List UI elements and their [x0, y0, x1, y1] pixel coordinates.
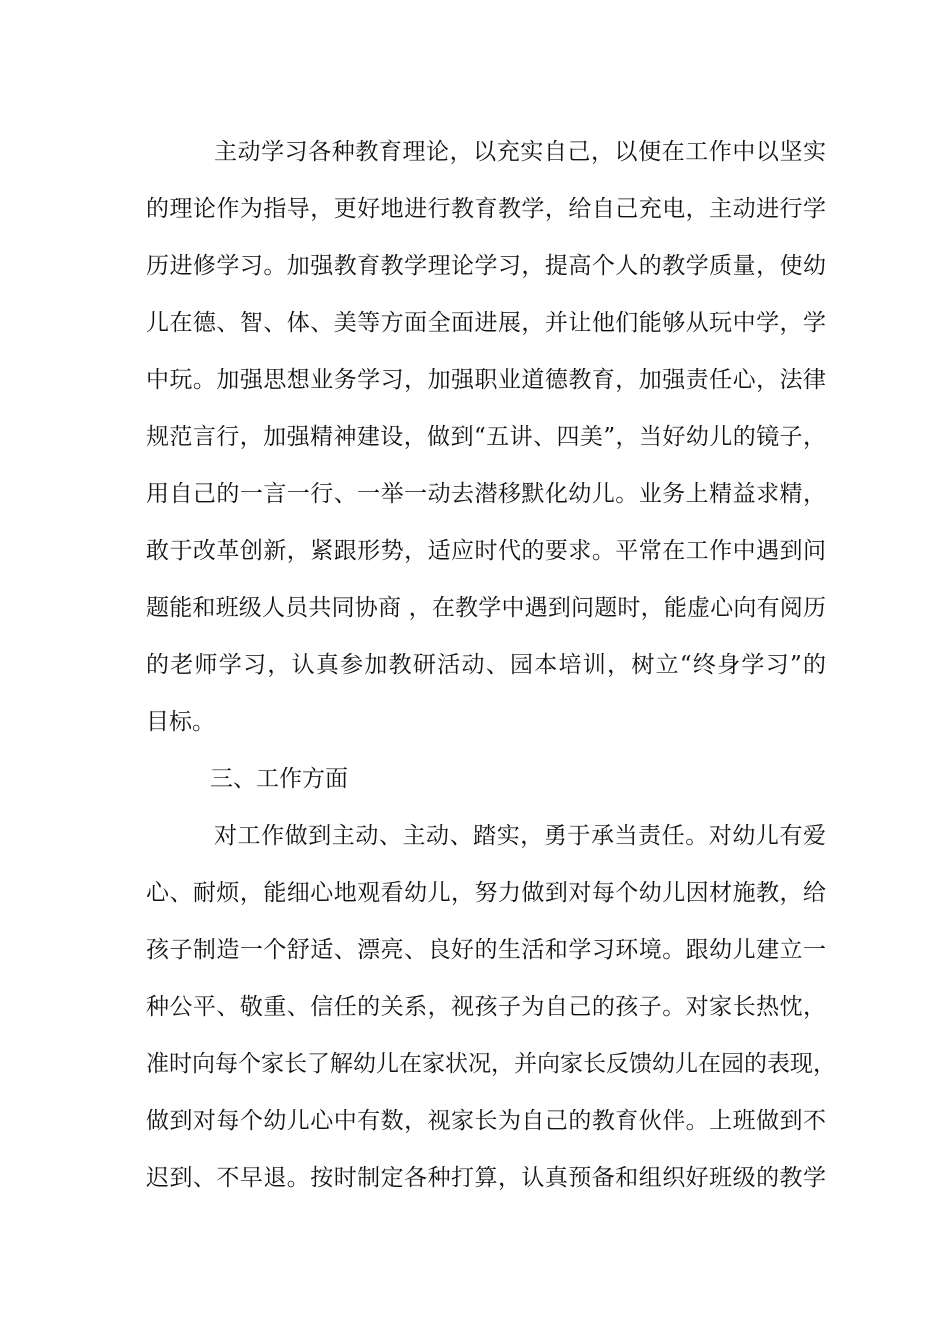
- section-heading: 三、工作方面: [210, 766, 348, 792]
- paragraph-line: 儿在德、智、体、美等方面全面进展，并让他们能够从玩中学，学: [146, 310, 826, 336]
- paragraph-line: 历进修学习。加强教育教学理论学习，提高个人的教学质量，使幼: [146, 253, 826, 279]
- paragraph-line: 做到对每个幼儿心中有数，视家长为自己的教育伙伴。上班做到不: [146, 1108, 826, 1134]
- paragraph-line: 准时向每个家长了解幼儿在家状况，并向家长反馈幼儿在园的表现，: [146, 1051, 836, 1077]
- paragraph-line: 迟到、不早退。按时制定各种打算，认真预备和组织好班级的教学: [146, 1165, 826, 1191]
- paragraph-line: 种公平、敬重、信任的关系，视孩子为自己的孩子。对家长热忱，: [146, 994, 826, 1020]
- paragraph-line: 题能和班级人员共同协商 ，在教学中遇到问题时，能虚心向有阅历: [146, 595, 826, 621]
- paragraph-line: 的理论作为指导，更好地进行教育教学，给自己充电，主动进行学: [146, 196, 826, 222]
- paragraph-line: 中玩。加强思想业务学习，加强职业道德教育，加强责任心，法律: [146, 367, 826, 393]
- paragraph-line: 主动学习各种教育理论，以充实自己，以便在工作中以坚实: [214, 139, 826, 165]
- paragraph-line: 目标。: [146, 709, 215, 735]
- paragraph-line: 的老师学习，认真参加教研活动、园本培训，树立“终身学习”的: [146, 652, 826, 678]
- paragraph-line: 心、耐烦，能细心地观看幼儿，努力做到对每个幼儿因材施教，给: [146, 880, 826, 906]
- paragraph-line: 敢于改革创新，紧跟形势，适应时代的要求。平常在工作中遇到问: [146, 538, 826, 564]
- paragraph-line: 规范言行，加强精神建设，做到“五讲、四美”，当好幼儿的镜子，: [146, 424, 826, 450]
- paragraph-line: 孩子制造一个舒适、漂亮、良好的生活和学习环境。跟幼儿建立一: [146, 937, 826, 963]
- paragraph-line: 用自己的一言一行、一举一动去潜移默化幼儿。业务上精益求精，: [146, 481, 826, 507]
- paragraph-line: 对工作做到主动、主动、踏实，勇于承当责任。对幼儿有爱: [214, 823, 826, 849]
